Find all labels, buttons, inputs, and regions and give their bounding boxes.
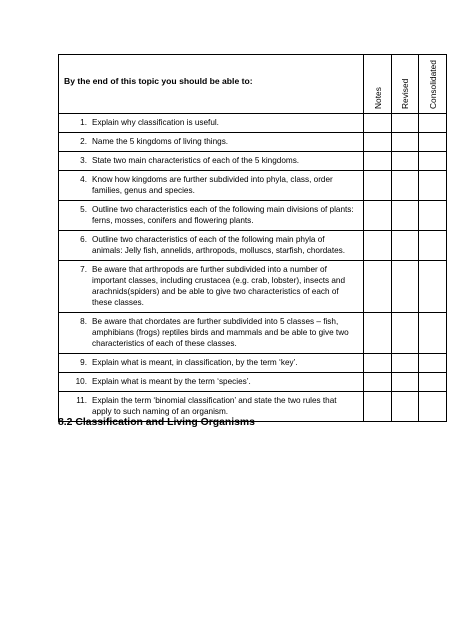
- revised-checkbox-cell[interactable]: [392, 133, 419, 152]
- consolidated-checkbox-cell[interactable]: [419, 231, 447, 261]
- table-header-text: By the end of this topic you should be able to:: [64, 76, 253, 86]
- revised-checkbox-cell[interactable]: [392, 201, 419, 231]
- objective-cell: [59, 231, 364, 261]
- revised-checkbox-cell[interactable]: [392, 392, 419, 422]
- column-header-consolidated-text: Consolidated: [427, 60, 438, 109]
- objective-number: 6.: [80, 235, 87, 244]
- objective-text: Be aware that chordates are further subdivided into 5 classes – fish, amphibians (frogs) reptiles birds and mammals and be able to give two characteristics of each of these classes.: [92, 317, 349, 348]
- objective-cell: [59, 201, 364, 231]
- consolidated-checkbox-cell[interactable]: [419, 354, 447, 373]
- consolidated-checkbox-cell[interactable]: [419, 201, 447, 231]
- table-row: [59, 354, 447, 373]
- objective-number: 9.: [80, 358, 87, 367]
- notes-checkbox-cell[interactable]: [364, 313, 392, 354]
- column-header-consolidated: [419, 55, 447, 114]
- table-header-cell: [59, 55, 364, 114]
- objective-number: 4.: [80, 175, 87, 184]
- table-row: [59, 261, 447, 313]
- objective-cell: [59, 171, 364, 201]
- objective-text: Explain the term ‘binomial classification’ and state the two rules that apply to such naming of an organism.: [92, 396, 337, 416]
- revised-checkbox-cell[interactable]: [392, 171, 419, 201]
- table-row: [59, 231, 447, 261]
- consolidated-checkbox-cell[interactable]: [419, 261, 447, 313]
- column-header-notes: [364, 55, 392, 114]
- table-row: [59, 201, 447, 231]
- objective-number: 5.: [80, 205, 87, 214]
- notes-checkbox-cell[interactable]: [364, 152, 392, 171]
- column-header-revised: [392, 55, 419, 114]
- notes-checkbox-cell[interactable]: [364, 261, 392, 313]
- notes-checkbox-cell[interactable]: [364, 114, 392, 133]
- table-header-row: [59, 55, 447, 114]
- column-header-revised-text: Revised: [400, 78, 410, 109]
- table-row: [59, 313, 447, 354]
- consolidated-checkbox-cell[interactable]: [419, 392, 447, 422]
- objective-text: State two main characteristics of each of the 5 kingdoms.: [92, 156, 300, 165]
- revised-checkbox-cell[interactable]: [392, 313, 419, 354]
- objective-text: Know how kingdoms are further subdivided into phyla, class, order families, genus and species.: [92, 175, 333, 195]
- consolidated-checkbox-cell[interactable]: [419, 171, 447, 201]
- notes-checkbox-cell[interactable]: [364, 201, 392, 231]
- objective-text: Explain what is meant, in classification, by the term ‘key’.: [92, 358, 298, 367]
- notes-checkbox-cell[interactable]: [364, 354, 392, 373]
- notes-checkbox-cell[interactable]: [364, 392, 392, 422]
- revised-checkbox-cell[interactable]: [392, 354, 419, 373]
- objectives-table: [58, 54, 447, 422]
- consolidated-checkbox-cell[interactable]: [419, 152, 447, 171]
- consolidated-checkbox-cell[interactable]: [419, 313, 447, 354]
- notes-checkbox-cell[interactable]: [364, 373, 392, 392]
- revised-checkbox-cell[interactable]: [392, 373, 419, 392]
- section-heading: 8.2 Classification and Living Organisms: [58, 417, 255, 428]
- objective-cell: [59, 373, 364, 392]
- objective-number: 7.: [80, 265, 87, 274]
- objective-cell: [59, 261, 364, 313]
- consolidated-checkbox-cell[interactable]: [419, 114, 447, 133]
- revised-checkbox-cell[interactable]: [392, 152, 419, 171]
- notes-checkbox-cell[interactable]: [364, 133, 392, 152]
- objective-cell: [59, 152, 364, 171]
- objective-number: 3.: [80, 156, 87, 165]
- revised-checkbox-cell[interactable]: [392, 231, 419, 261]
- table-row: [59, 133, 447, 152]
- objective-text: Name the 5 kingdoms of living things.: [92, 137, 229, 146]
- objective-number: 1.: [80, 118, 87, 127]
- consolidated-checkbox-cell[interactable]: [419, 133, 447, 152]
- objective-text: Explain why classification is useful.: [92, 118, 219, 127]
- table-row: [59, 152, 447, 171]
- revised-checkbox-cell[interactable]: [392, 261, 419, 313]
- table-row: [59, 373, 447, 392]
- revised-checkbox-cell[interactable]: [392, 114, 419, 133]
- objective-number: 2.: [80, 137, 87, 146]
- objective-cell: [59, 114, 364, 133]
- objective-text: Be aware that arthropods are further subdivided into a number of important classes, including crustacea (e.g. crab, lobster), insects and arachnids(spiders) and be able to give two characteristics of each of these classes.: [92, 265, 346, 307]
- column-header-notes-text: Notes: [372, 87, 383, 109]
- objective-cell: [59, 313, 364, 354]
- objective-number: 8.: [80, 317, 87, 326]
- table-row: [59, 171, 447, 201]
- objective-text: Explain what is meant by the term ‘species’.: [92, 377, 251, 386]
- table-row: [59, 114, 447, 133]
- objective-text: Outline two characteristics each of the following main divisions of plants: ferns, mosses, conifers and flowering plants.: [92, 205, 354, 225]
- objective-cell: [59, 354, 364, 373]
- objective-number: 11.: [76, 396, 87, 405]
- consolidated-checkbox-cell[interactable]: [419, 373, 447, 392]
- objective-number: 10.: [75, 377, 87, 386]
- notes-checkbox-cell[interactable]: [364, 171, 392, 201]
- objective-cell: [59, 133, 364, 152]
- notes-checkbox-cell[interactable]: [364, 231, 392, 261]
- objective-text: Outline two characteristics of each of the following main phyla of animals: Jelly fish, annelids, arthropods, molluscs, starfish, chordates.: [92, 235, 346, 255]
